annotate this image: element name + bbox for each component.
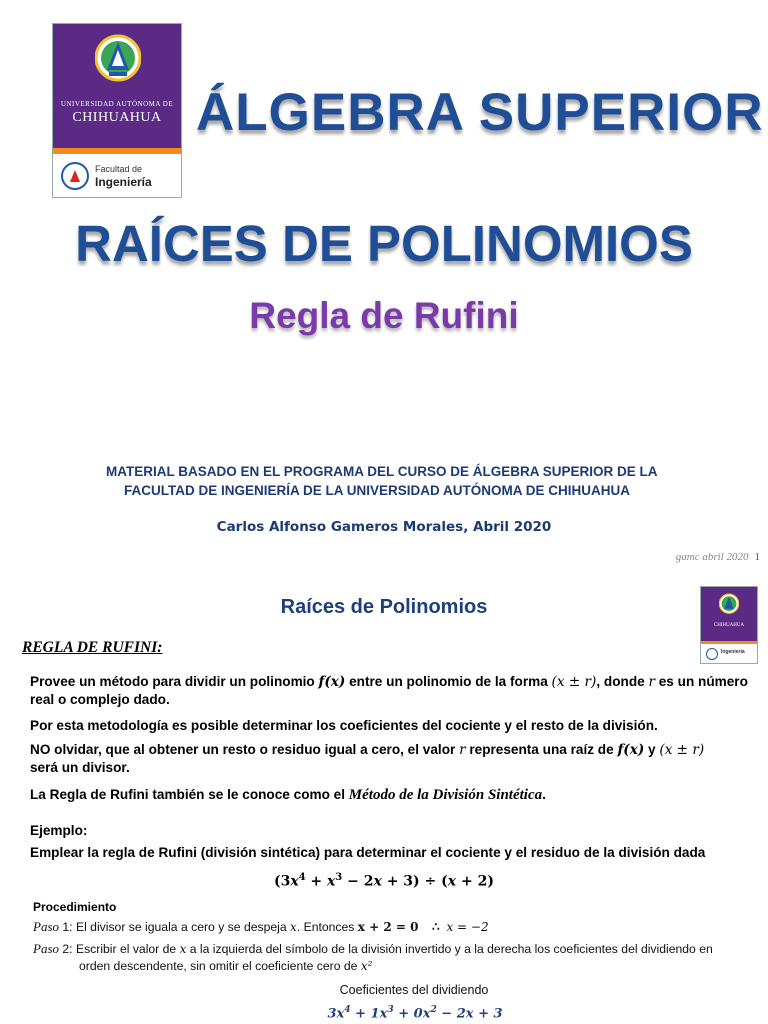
faculty-label-big: Ingeniería — [95, 175, 152, 189]
step1-label: Paso — [33, 919, 59, 934]
p3-fx: f(x) — [617, 742, 645, 758]
step2-text-a: : Escribir el valor de — [69, 942, 180, 956]
step2-label: Paso — [33, 941, 59, 956]
material-line1: MATERIAL BASADO EN EL PROGRAMA DEL CURSO DE ÁLGEBRA SUPERIOR DE LA — [106, 464, 658, 479]
p3-r: r — [459, 742, 466, 758]
university-name-line2: CHIHUAHUA — [72, 110, 162, 125]
procedure-heading: Procedimiento — [33, 900, 117, 914]
step2-text-c: orden descendente, sin omitir el coeficiente cero de — [79, 959, 361, 973]
p1-r: r — [648, 674, 655, 690]
section-heading-colon: : — [157, 639, 163, 656]
logo-orange-band — [53, 148, 181, 154]
material-line2: FACULTAD DE INGENIERÍA DE LA UNIVERSIDAD AUTÓNOMA DE CHIHUAHUA — [124, 483, 630, 498]
step1-text2: . Entonces — [296, 920, 358, 934]
material-note — [100, 462, 690, 500]
section-heading-text: REGLA DE RUFINI — [22, 639, 158, 656]
step1-text: : El divisor se iguala a cero y se despeja — [69, 920, 291, 934]
section-heading — [22, 639, 162, 657]
university-name-line1: UNIVERSIDAD AUTÓNOMA DE — [60, 100, 174, 108]
topic-title: RAÍCES DE POLINOMIOS — [75, 215, 693, 272]
logo-small-band — [701, 641, 757, 644]
p3-y: y — [644, 742, 660, 757]
step-2 — [33, 940, 753, 975]
course-title: ÁLGEBRA SUPERIOR — [196, 83, 764, 142]
faculty-badge-icon — [61, 162, 89, 190]
paragraph-3 — [30, 741, 752, 777]
topic-subtitle: Regla de Rufini — [249, 295, 519, 336]
step1-number: 1 — [59, 920, 70, 934]
content-slide — [0, 576, 768, 1024]
step1-equation: x + 2 = 0 — [357, 920, 419, 934]
p1-text-a: Provee un método para dividir un polinomio — [30, 674, 319, 689]
university-logo — [52, 23, 182, 198]
slide-footer — [676, 551, 760, 563]
step1-solution: x = −2 — [446, 920, 489, 934]
step2-number: 2 — [59, 942, 70, 956]
coefficients-label: Coeficientes del dividiendo — [339, 983, 489, 997]
dividend-with-coefficients: $3x^4 + 1x^3 + 0x^2 - 2x + 3$ — [327, 1004, 503, 1022]
university-logo-small — [700, 586, 758, 664]
example-heading: Ejemplo: — [30, 823, 88, 838]
division-equation: $(3x^4 + x^3 - 2x + 3) \div (x + 2)$ — [274, 872, 494, 890]
step2-x: x — [179, 942, 187, 956]
p4-text-c: . — [542, 787, 546, 802]
p1-text-c: , donde — [596, 674, 649, 689]
p1-divisor: (x ± r) — [551, 674, 597, 690]
faculty-badge-icon-small — [706, 648, 718, 660]
shield-icon-small — [719, 592, 739, 618]
faculty-label-small: Facultad de — [95, 164, 143, 174]
author-line: Carlos Alfonso Gameros Morales, Abril 2020 — [216, 519, 552, 535]
shield-icon — [95, 32, 141, 90]
p1-text-b: entre un polinomio de la forma — [345, 674, 552, 689]
p3-text-c: será un divisor. — [30, 760, 130, 775]
page-number: 1 — [754, 551, 760, 563]
p4-method-name: Método de la División Sintética — [348, 787, 543, 803]
step2-x-squared: x² — [360, 959, 373, 973]
p4-text-a: La Regla de Rufini también se le conoce como el — [30, 787, 349, 802]
p3-text-b: representa una raíz de — [465, 742, 618, 757]
paragraph-4 — [30, 786, 752, 804]
slide-title: Raíces de Polinomios — [280, 596, 488, 618]
therefore-symbol: ∴ — [432, 920, 440, 934]
step1-x: x — [290, 920, 297, 934]
logo-small-university: CHIHUAHUA — [713, 623, 745, 628]
step2-text-b: a la izquierda del símbolo de la división invertido y a la derecha los coeficientes del dividiendo en — [186, 942, 713, 956]
paragraph-2: Por esta metodología es posible determinar los coeficientes del cociente y el resto de la división. — [30, 718, 658, 733]
p3-divisor: (x ± r) — [659, 742, 705, 758]
p3-text-a: NO olvidar, que al obtener un resto o residuo igual a cero, el valor — [30, 742, 460, 757]
p1-fx: f(x) — [318, 674, 346, 690]
paragraph-1 — [30, 673, 752, 709]
example-statement: Emplear la regla de Rufini (división sintética) para determinar el cociente y el residuo de la división dada — [30, 845, 706, 860]
step-1 — [33, 918, 753, 936]
p1-text-d: es un número real o complejo dado. — [30, 674, 748, 707]
logo-small-faculty: Ingeniería — [721, 649, 745, 655]
footer-text: gamc abril 2020 — [675, 551, 749, 563]
